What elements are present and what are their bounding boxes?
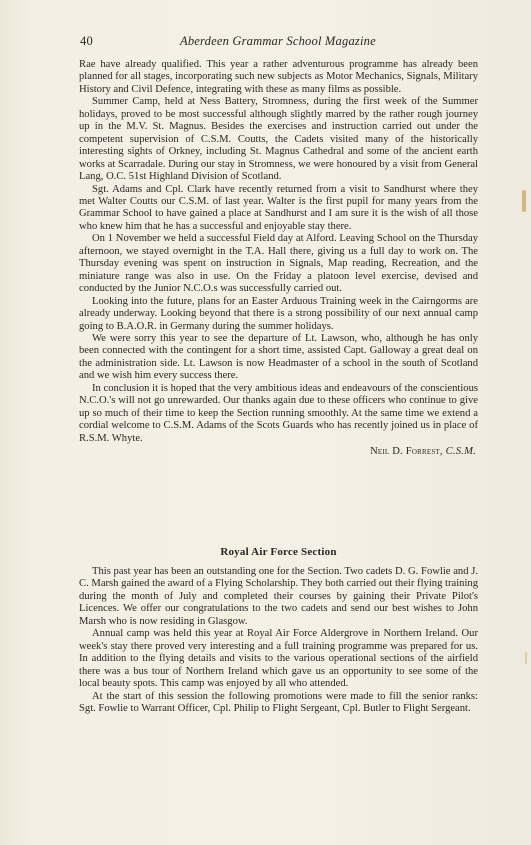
raf-section-report bbox=[79, 566, 478, 715]
paragraph: Rae have already qualified. This year a rather adventurous programme has already been planned for all stages, incorporating such new subjects as Motor Mechanics, Signals, Military History and Civil Defence, integrating with these as many films as possible. bbox=[79, 59, 478, 95]
page-edge-mark bbox=[522, 190, 526, 212]
section-heading: Royal Air Force Section bbox=[220, 546, 337, 558]
paragraph: Summer Camp, held at Ness Battery, Stromness, during the first week of the Summer holidays, proved to be most successful although slightly marred by the rather rough journey up in the M.V. St. Magnus. Besides the exercises and instruction carried out under the competent supervision of C.S.M. Coutts, the Cadets visited many of the historically interesting sights of Orkney, including St. Magnus Cathedral and some of the ancient earth works at Scarradale. During our stay in Stromness, we were honoured by a visit from General Lang, O.C. 51st Highland Division of Scotland. bbox=[79, 96, 478, 183]
cadet-force-report bbox=[79, 59, 478, 459]
running-title: Aberdeen Grammar School Magazine bbox=[180, 34, 376, 48]
paragraph: This past year has been an outstanding one for the Section. Two cadets D. G. Fowlie and J. C. Marsh gained the award of a Flying Scholarship. They both carried out their flying training during the month of July and completed their courses by gaining their Private Pilot's Licences. We offer our congratulations to the two cadets and send our best wishes to John Marsh who is now residing in Glasgow. bbox=[79, 566, 478, 627]
paragraph: Looking into the future, plans for an Easter Arduous Training week in the Cairngorms are already underway. Looking beyond that there is a strong possibility of our next annual camp going to B.A.O.R. in Germany during the summer holidays. bbox=[79, 295, 478, 332]
page-header bbox=[80, 34, 480, 50]
paragraph: Sgt. Adams and Cpl. Clark have recently returned from a visit to Sandhurst where they met Walter Coutts our C.S.M. of last year. Walter is the first pupil for many years from the Grammar School to have gained a place at Sandhurst and I am sure it is the wish of all those who knew him that he has a successful and enjoyable stay there. bbox=[79, 183, 478, 232]
paragraph: In conclusion it is hoped that the very ambitious ideas and endeavours of the conscientious N.C.O.'s will not go unrewarded. Our thanks again due to these officers who continue to give up so much of their time to keep the Section running smoothly. At the same time we extend a cordial welcome to C.S.M. Adams of the Scots Guards who has recently joined us in place of R.S.M. Whyte. bbox=[79, 382, 478, 444]
paragraph: Annual camp was held this year at Royal Air Force Aldergrove in Northern Ireland. Our week's stay there proved very interesting and a full training programme was prepared for us. In addition to the flying details and visits to the various operational sections of the airfield there was a bus tour of Northern Ireland which gave us an opportunity to see some of the local beauty spots. This camp was enjoyed by all who attended. bbox=[79, 628, 478, 690]
signature-title: C.S.M. bbox=[445, 446, 476, 458]
page-edge-mark bbox=[525, 652, 527, 664]
page-number: 40 bbox=[80, 34, 94, 48]
paragraph: On 1 November we held a successful Field day at Alford. Leaving School on the Thursday afternoon, we stayed overnight in the T.A. Hall there, giving us a full day to work on. The Thursday evening was spent on instruction in Signals, Map reading, Recreation, and the miniature range was also in use. On the Friday a platoon level exercise, devised and conducted by the Junior N.C.O.s was successfully carried out. bbox=[79, 233, 478, 295]
signature bbox=[79, 446, 478, 458]
paragraph: We were sorry this year to see the departure of Lt. Lawson, who, although he has only been connected with the contingent for a short time, assisted Capt. Galloway a great deal on the administration side. Lt. Lawson is now Headmaster of a school in the south of Scotland and we wish him every success there. bbox=[79, 332, 478, 382]
paragraph: At the start of this session the following promotions were made to fill the senior ranks: Sgt. Fowlie to Warrant Officer, Cpl. Philip to Flight Sergeant, Cpl. Butler to Flight Sergeant. bbox=[79, 690, 478, 714]
signature-name: Neil D. Forrest, bbox=[370, 446, 443, 458]
